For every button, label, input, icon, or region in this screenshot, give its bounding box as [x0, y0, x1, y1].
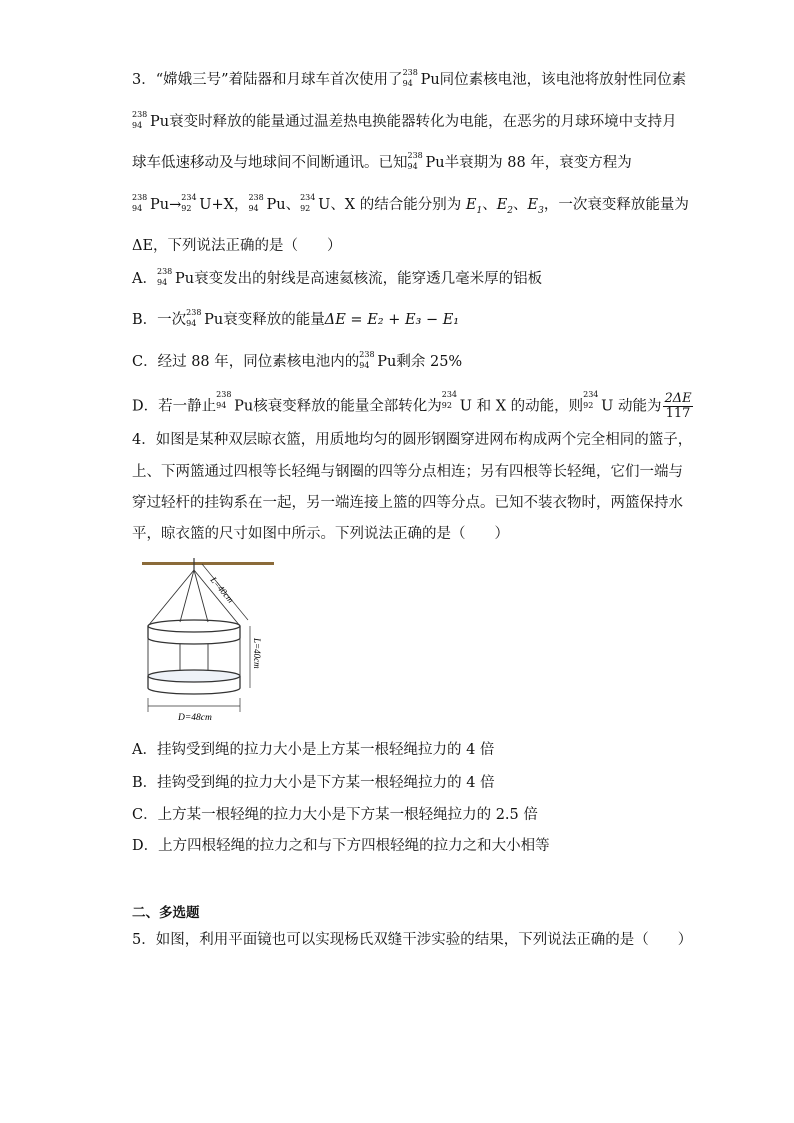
pu238-isotope: 238 94	[132, 193, 148, 213]
pu-symbol: Pu	[425, 155, 445, 171]
comma: 、	[285, 197, 301, 213]
q3-option-d[interactable]: D．若一静止 238 94 Pu核衰变释放的能量全部转化为 234 92 U 和 X 的动能，则 234 92 U 动能为 $\frac{2\Delta E}{117}$	[132, 390, 692, 421]
u234-isotope: 234 92	[181, 193, 197, 213]
label-d: D=48cm	[178, 713, 212, 723]
lower-basket-rim	[148, 670, 240, 682]
q3-option-a[interactable]: A． 238 94 Pu衰变发出的射线是高速氦核流，能穿透几毫米厚的铝板	[132, 267, 543, 287]
q4-line-1: 4．如图是某种双层晾衣篮，用质地均匀的圆形钢圈穿进网布构成两个完全相同的篮子，	[132, 432, 693, 448]
q5-line-1: 5．如图，利用平面镜也可以实现杨氏双缝干涉实验的结果，下列说法正确的是（ ）	[132, 932, 693, 948]
pu238-isotope: 238 94	[248, 193, 264, 213]
pu238-isotope: 238 94	[359, 350, 375, 370]
q3-line-4: 238 94 Pu→ 234 92 U+X， 238 94 Pu、 234 92 U、X 的结合能分别为 $E_1$、$E_2$、$E_3$，一次衰变释放能量为	[132, 193, 689, 216]
q3-line-3	[132, 153, 632, 173]
energy-formula: ΔE = E₂ + E₃ − E₁	[324, 312, 460, 328]
label-l-vertical: L=40cm	[252, 638, 262, 669]
upper-rope	[194, 570, 208, 622]
drying-basket-diagram	[140, 558, 280, 728]
pu-symbol: Pu	[174, 271, 195, 287]
u-symbol: U	[318, 197, 331, 213]
label-l-upper: L=40cm	[208, 574, 236, 605]
upper-basket-body	[148, 626, 240, 644]
u234-isotope: 234 92	[583, 390, 599, 410]
q4-line-3: 穿过轻杆的挂钩系在一起，另一端连接上篮的四等分点。已知不装衣物时，两篮保持水	[132, 495, 683, 511]
u234-isotope: 234 92	[300, 193, 316, 213]
q3-line1-text-b: 同位素核电池，该电池将放射性同位素	[439, 72, 687, 88]
pu-symbol: Pu	[377, 354, 397, 370]
q3-option-b[interactable]: B．一次 238 94 Pu衰变释放的能量ΔE = E₂ + E₃ − E₁	[132, 308, 460, 328]
horizontal-rod	[142, 562, 274, 565]
pu-symbol: Pu	[150, 114, 170, 130]
pu238-isotope: 238 94	[402, 68, 418, 88]
energy-e1: $E_1$	[465, 197, 483, 216]
q4-option-d[interactable]: D．上方四根轻绳的拉力之和与下方四根轻绳的拉力之和大小相等	[132, 838, 550, 854]
q3-line-5: ΔE，下列说法正确的是（ ）	[132, 238, 342, 254]
energy-e3: $E_3$	[527, 197, 544, 216]
q3-line3-text-a: 球车低速移动及与地球间不间断通讯。已知	[132, 155, 408, 171]
drying-basket-figure	[140, 558, 280, 728]
q3-line3-text-b: 半衰期为 88 年，衰变方程为	[444, 155, 632, 171]
u234-isotope: 234 92	[441, 390, 458, 410]
q4-option-c[interactable]: C．上方某一根轻绳的拉力大小是下方某一根轻绳拉力的 2.5 倍	[132, 807, 538, 823]
q4-option-a[interactable]: A．挂钩受到绳的拉力大小是上方某一根轻绳拉力的 4 倍	[132, 742, 495, 758]
decay-arrow: →	[169, 197, 182, 213]
q3-line4-text-e: ，一次衰变释放能量为	[543, 197, 689, 213]
q3-line2-text: 衰变时释放的能量通过温差热电换能器转化为电能，在恶劣的月球环境中支持月	[169, 114, 677, 130]
q4-line-2: 上、下两篮通过四根等长轻绳与钢圈的四等分点相连；另有四根等长轻绳，它们一端与	[132, 464, 683, 480]
pu238-isotope: 238 94	[216, 390, 232, 410]
q3-line-1	[132, 70, 686, 90]
section-title: 二、多选题	[132, 905, 200, 921]
upper-basket-rim	[148, 620, 240, 632]
pu-symbol: Pu	[234, 398, 254, 415]
upper-rope	[180, 570, 194, 622]
q3-option-c[interactable]: C．经过 88 年，同位素核电池内的 238 94 Pu剩余 25%	[132, 350, 463, 370]
kinetic-energy-fraction: $\frac{2\Delta E}{117}$	[664, 391, 692, 421]
upper-rope	[148, 570, 194, 626]
q3-line4-text-d: 、X 的结合能分别为	[330, 197, 462, 213]
pu-symbol: Pu	[150, 197, 170, 213]
pu238-isotope: 238 94	[186, 308, 202, 328]
q4-line-4: 平，晾衣篮的尺寸如图中所示。下列说法正确的是（ ）	[132, 526, 509, 542]
energy-e2: $E_2$	[496, 197, 514, 216]
pu238-isotope: 238 94	[407, 151, 423, 171]
pu-symbol: Pu	[204, 312, 224, 328]
q4-option-b[interactable]: B．挂钩受到绳的拉力大小是下方某一根轻绳拉力的 4 倍	[132, 775, 495, 791]
pu238-isotope: 238 94	[156, 267, 173, 287]
pu238-isotope: 238 94	[132, 110, 148, 130]
q3-line-2	[132, 112, 677, 132]
q3-line1-text-a: 3．“嫦娥三号”着陆器和月球车首次使用了	[132, 72, 403, 88]
pu-symbol: Pu	[266, 197, 286, 213]
q3-line4-text-b: U+X，	[199, 197, 249, 213]
pu-symbol: Pu	[420, 72, 440, 88]
